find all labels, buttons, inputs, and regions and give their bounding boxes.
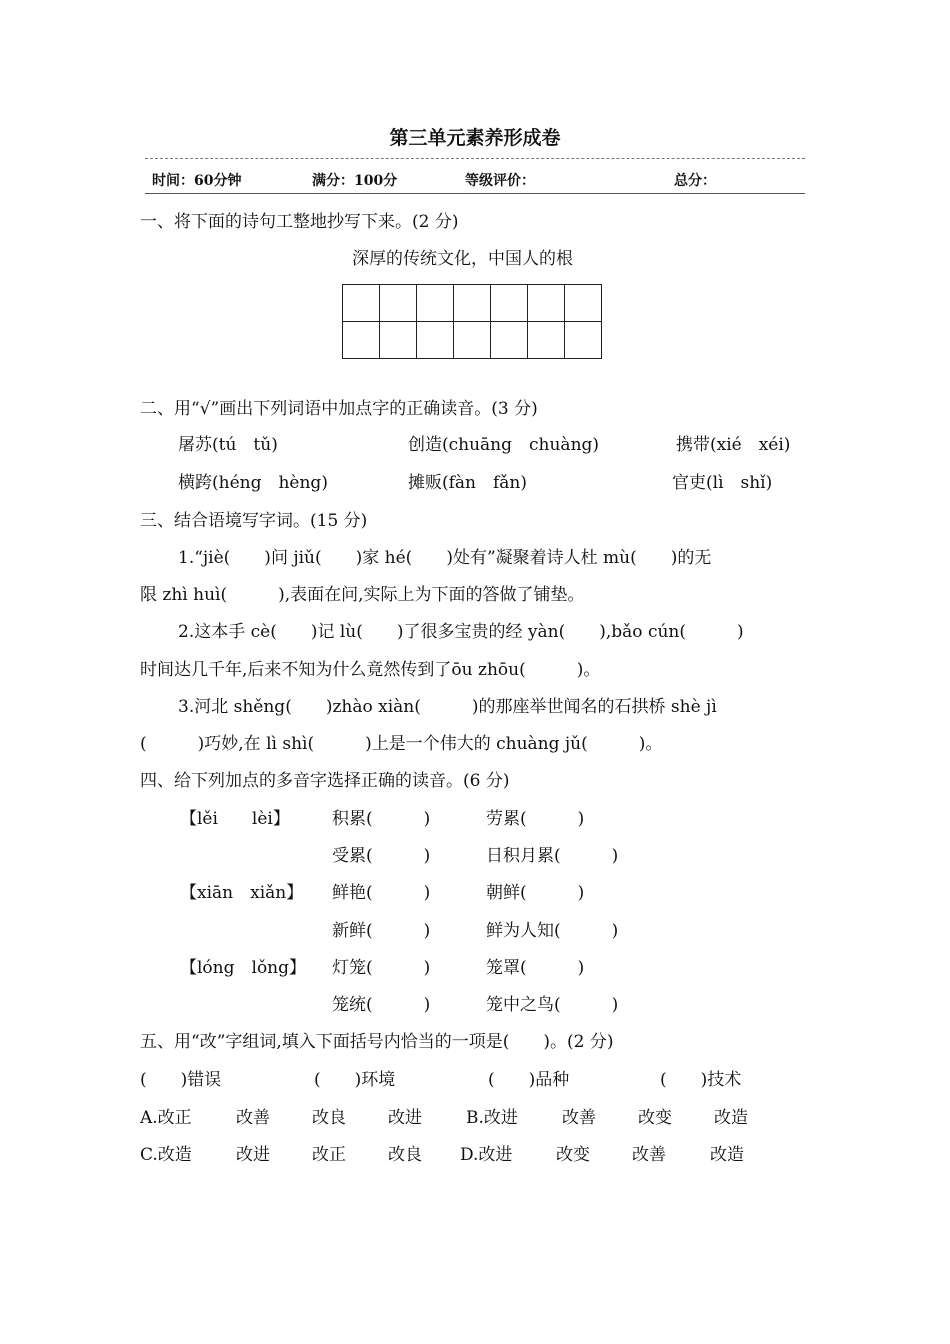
grid-row [343, 322, 602, 359]
q4-pinyin-label: 【lěi lèi】 [180, 809, 290, 829]
q3-line: ( )巧妙,在 lì shì( )上是一个伟大的 chuàng jǔ( )。 [140, 734, 663, 754]
option-word: 改善 [562, 1108, 596, 1128]
q5-blank: ( )错误 [140, 1070, 222, 1090]
option-word: 改良 [388, 1145, 422, 1165]
time-label: 时间：60分钟 [152, 173, 242, 189]
q2-item: 摊贩(fàn fǎn) [408, 473, 528, 493]
q4-word: 日积月累( ) [486, 846, 619, 866]
q3-line: 限 zhì huì( ),表面在问,实际上为下面的答做了铺垫。 [140, 585, 585, 605]
option-a[interactable]: A.改正 [140, 1108, 192, 1128]
q2-item: 屠苏(tú tǔ) [178, 435, 278, 455]
option-c[interactable]: C.改造 [140, 1145, 192, 1165]
total-label: 总分： [674, 173, 716, 189]
q1-sentence: 深厚的传统文化，中国人的根 [352, 249, 573, 269]
option-word: 改变 [638, 1108, 672, 1128]
q2-item: 横跨(héng hèng) [178, 473, 328, 493]
option-word: 改进 [388, 1108, 422, 1128]
option-word: 改良 [312, 1108, 346, 1128]
q5-heading: 五、用“改”字组词,填入下面括号内恰当的一项是( )。(2 分) [140, 1032, 614, 1052]
q4-word: 笼罩( ) [486, 958, 585, 978]
q2-item: 官吏(lì shǐ) [672, 473, 773, 493]
q4-word: 劳累( ) [486, 809, 585, 829]
q4-word: 笼中之鸟( ) [486, 995, 619, 1015]
q4-word: 受累( ) [332, 846, 431, 866]
q4-word: 鲜为人知( ) [486, 921, 619, 941]
q3-heading: 三、结合语境写字词。(15 分) [140, 511, 368, 531]
q3-line: 2.这本手 cè( )记 lù( )了很多宝贵的经 yàn( ),bǎo cún( ) [178, 622, 744, 642]
grid-cell[interactable] [565, 285, 602, 322]
q3-line: 时间达几千年,后来不知为什么竟然传到了ōu zhōu( )。 [140, 660, 601, 680]
grid-cell[interactable] [528, 285, 565, 322]
q4-word: 笼统( ) [332, 995, 431, 1015]
grid-cell[interactable] [454, 322, 491, 359]
option-word: 改进 [236, 1145, 270, 1165]
grid-cell[interactable] [417, 285, 454, 322]
writing-grid[interactable] [342, 284, 602, 359]
q4-word: 鲜艳( ) [332, 883, 431, 903]
full-score-label: 满分：100分 [312, 173, 398, 189]
q4-word: 新鲜( ) [332, 921, 431, 941]
q2-heading: 二、用“√”画出下列词语中加点字的正确读音。(3 分) [140, 399, 538, 419]
grade-label: 等级评价： [465, 173, 535, 189]
grid-cell[interactable] [380, 322, 417, 359]
grid-cell[interactable] [491, 285, 528, 322]
q4-pinyin-label: 【xiān xiǎn】 [180, 883, 304, 903]
q5-blank: ( )品种 [488, 1070, 570, 1090]
option-b[interactable]: B.改进 [466, 1108, 518, 1128]
option-word: 改善 [632, 1145, 666, 1165]
grid-cell[interactable] [417, 322, 454, 359]
option-word: 改造 [710, 1145, 744, 1165]
option-word: 改正 [312, 1145, 346, 1165]
q4-word: 积累( ) [332, 809, 431, 829]
q5-blank: ( )环境 [314, 1070, 396, 1090]
grid-cell[interactable] [565, 322, 602, 359]
q4-word: 灯笼( ) [332, 958, 431, 978]
q4-heading: 四、给下列加点的多音字选择正确的读音。(6 分) [140, 771, 510, 791]
grid-row [343, 285, 602, 322]
option-word: 改造 [714, 1108, 748, 1128]
q5-blank: ( )技术 [660, 1070, 742, 1090]
grid-cell[interactable] [491, 322, 528, 359]
q4-word: 朝鲜( ) [486, 883, 585, 903]
grid-cell[interactable] [343, 322, 380, 359]
option-word: 改变 [556, 1145, 590, 1165]
q3-line: 1.“jiè( )问 jiǔ( )家 hé( )处有”凝聚着诗人杜 mù( )的无 [178, 548, 712, 568]
header-divider [145, 193, 805, 194]
grid-cell[interactable] [343, 285, 380, 322]
q4-pinyin-label: 【lóng lǒng】 [180, 958, 307, 978]
q2-item: 携带(xié xéi) [676, 435, 791, 455]
grid-cell[interactable] [454, 285, 491, 322]
q3-line: 3.河北 shěng( )zhào xiàn( )的那座举世闻名的石拱桥 shè jì [178, 697, 717, 717]
option-d[interactable]: D.改进 [460, 1145, 513, 1165]
grid-cell[interactable] [380, 285, 417, 322]
page-title: 第三单元素养形成卷 [389, 127, 561, 149]
q2-item: 创造(chuāng chuàng) [408, 435, 600, 455]
option-word: 改善 [236, 1108, 270, 1128]
dashed-divider [145, 158, 805, 159]
q1-heading: 一、将下面的诗句工整地抄写下来。(2 分) [140, 212, 459, 232]
grid-cell[interactable] [528, 322, 565, 359]
